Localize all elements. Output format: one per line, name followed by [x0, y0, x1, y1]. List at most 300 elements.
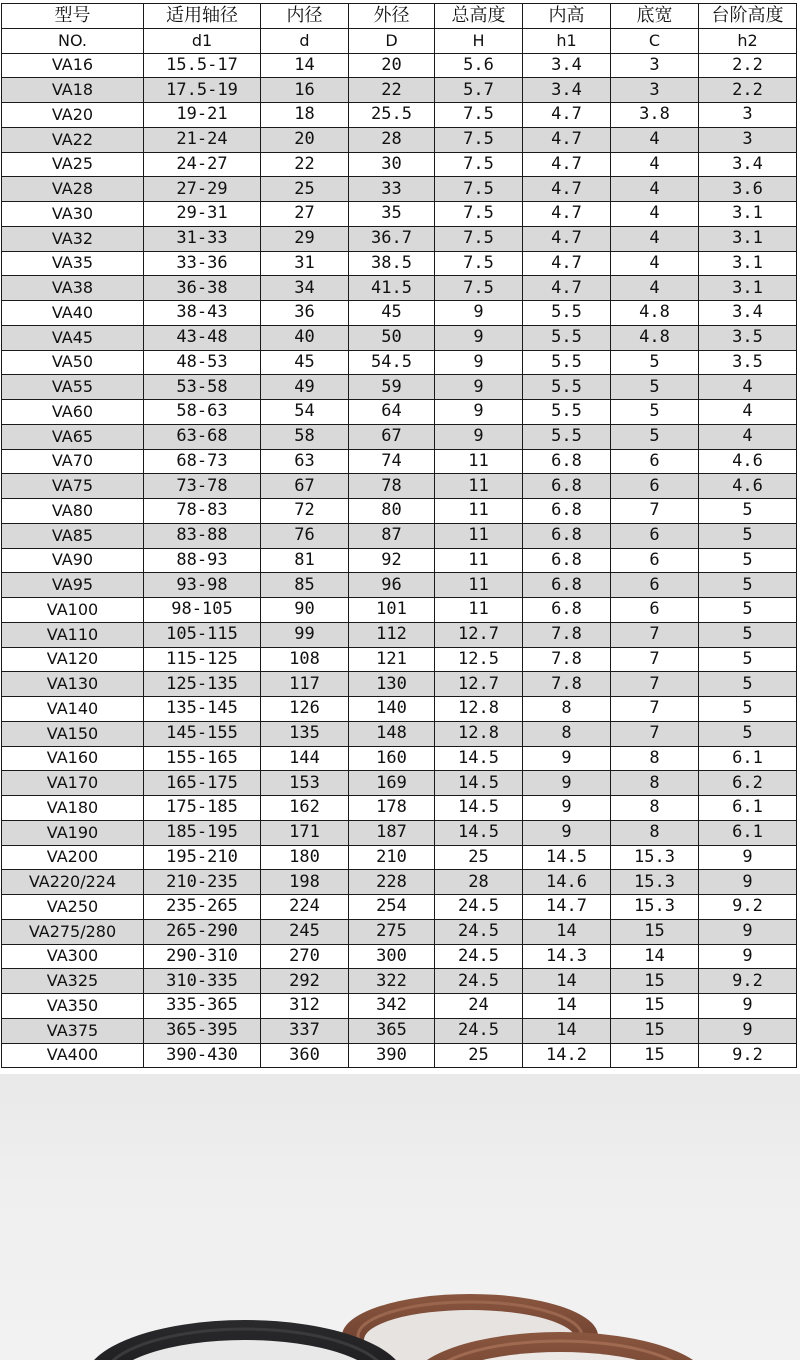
cell-outer-diameter: 25.5 [349, 103, 435, 128]
cell-shaft-diameter: 53-58 [144, 375, 261, 400]
cell-inner-height: 5.5 [523, 400, 611, 425]
cell-model: VA20 [2, 103, 144, 128]
cell-shaft-diameter: 58-63 [144, 400, 261, 425]
table-row [2, 697, 797, 722]
cell-inner-diameter: 81 [261, 548, 349, 573]
cell-shaft-diameter: 27-29 [144, 177, 261, 202]
table-row [2, 796, 797, 821]
cell-step-height: 4.6 [699, 474, 797, 499]
cell-inner-height: 14.7 [523, 895, 611, 920]
cell-model: VA350 [2, 994, 144, 1019]
cell-inner-height: 4.7 [523, 202, 611, 227]
table-row [2, 919, 797, 944]
cell-shaft-diameter: 115-125 [144, 647, 261, 672]
cell-model: VA45 [2, 325, 144, 350]
cell-base-width: 4 [611, 152, 699, 177]
table-row [2, 251, 797, 276]
header-row [2, 4, 797, 29]
table-row [2, 1043, 797, 1068]
cell-step-height: 5 [699, 499, 797, 524]
table-row [2, 994, 797, 1019]
cell-model: VA38 [2, 276, 144, 301]
cell-outer-diameter: 228 [349, 870, 435, 895]
table-row [2, 127, 797, 152]
cell-model: VA250 [2, 895, 144, 920]
cell-shaft-diameter: 265-290 [144, 919, 261, 944]
cell-inner-diameter: 58 [261, 424, 349, 449]
cell-inner-diameter: 312 [261, 994, 349, 1019]
cell-base-width: 3 [611, 78, 699, 103]
cell-base-width: 14 [611, 944, 699, 969]
cell-shaft-diameter: 310-335 [144, 969, 261, 994]
cell-outer-diameter: 50 [349, 325, 435, 350]
cell-total-height: 24.5 [435, 895, 523, 920]
cell-base-width: 4 [611, 276, 699, 301]
cell-model: VA140 [2, 697, 144, 722]
cell-model: VA65 [2, 424, 144, 449]
header-row-step-height: 台阶高度 [699, 4, 797, 29]
cell-model: VA100 [2, 598, 144, 623]
table-row [2, 969, 797, 994]
cell-total-height: 9 [435, 325, 523, 350]
cell-base-width: 15 [611, 994, 699, 1019]
cell-inner-height: 9 [523, 771, 611, 796]
cell-inner-height: 4.7 [523, 251, 611, 276]
cell-step-height: 4.6 [699, 449, 797, 474]
cell-outer-diameter: 78 [349, 474, 435, 499]
cell-base-width: 6 [611, 474, 699, 499]
symbol-row-outer-diameter: D [349, 28, 435, 53]
cell-inner-height: 4.7 [523, 127, 611, 152]
cell-step-height: 6.2 [699, 771, 797, 796]
cell-step-height: 9 [699, 944, 797, 969]
cell-step-height: 4 [699, 424, 797, 449]
cell-inner-diameter: 18 [261, 103, 349, 128]
cell-shaft-diameter: 210-235 [144, 870, 261, 895]
symbol-row-inner-height: h1 [523, 28, 611, 53]
cell-model: VA130 [2, 672, 144, 697]
cell-outer-diameter: 300 [349, 944, 435, 969]
cell-inner-height: 4.7 [523, 226, 611, 251]
cell-base-width: 3.8 [611, 103, 699, 128]
cell-inner-diameter: 153 [261, 771, 349, 796]
header-row-shaft-diameter: 适用轴径 [144, 4, 261, 29]
cell-shaft-diameter: 19-21 [144, 103, 261, 128]
cell-inner-diameter: 180 [261, 845, 349, 870]
cell-step-height: 3 [699, 103, 797, 128]
cell-base-width: 6 [611, 449, 699, 474]
cell-base-width: 8 [611, 796, 699, 821]
cell-inner-height: 9 [523, 820, 611, 845]
cell-shaft-diameter: 195-210 [144, 845, 261, 870]
cell-total-height: 11 [435, 573, 523, 598]
cell-base-width: 6 [611, 523, 699, 548]
cell-base-width: 5 [611, 375, 699, 400]
cell-model: VA220/224 [2, 870, 144, 895]
cell-step-height: 9 [699, 1018, 797, 1043]
cell-base-width: 4 [611, 202, 699, 227]
cell-base-width: 8 [611, 746, 699, 771]
table-row [2, 152, 797, 177]
cell-inner-height: 7.8 [523, 647, 611, 672]
cell-inner-diameter: 22 [261, 152, 349, 177]
cell-outer-diameter: 74 [349, 449, 435, 474]
cell-inner-diameter: 14 [261, 53, 349, 78]
cell-inner-height: 4.7 [523, 152, 611, 177]
cell-inner-height: 14.6 [523, 870, 611, 895]
cell-base-width: 7 [611, 672, 699, 697]
cell-inner-diameter: 31 [261, 251, 349, 276]
cell-base-width: 15 [611, 919, 699, 944]
cell-step-height: 9 [699, 919, 797, 944]
cell-step-height: 5 [699, 523, 797, 548]
cell-shaft-diameter: 365-395 [144, 1018, 261, 1043]
cell-base-width: 4.8 [611, 301, 699, 326]
cell-step-height: 3.6 [699, 177, 797, 202]
product-photo [0, 1074, 800, 1360]
cell-step-height: 3.5 [699, 350, 797, 375]
table-row [2, 449, 797, 474]
cell-shaft-diameter: 165-175 [144, 771, 261, 796]
cell-step-height: 5 [699, 622, 797, 647]
cell-model: VA40 [2, 301, 144, 326]
header-row-outer-diameter: 外径 [349, 4, 435, 29]
cell-step-height: 5 [699, 598, 797, 623]
cell-total-height: 11 [435, 474, 523, 499]
cell-total-height: 7.5 [435, 251, 523, 276]
cell-inner-height: 6.8 [523, 474, 611, 499]
cell-model: VA120 [2, 647, 144, 672]
table-row [2, 103, 797, 128]
cell-shaft-diameter: 155-165 [144, 746, 261, 771]
cell-inner-diameter: 85 [261, 573, 349, 598]
cell-total-height: 7.5 [435, 226, 523, 251]
cell-inner-height: 5.5 [523, 350, 611, 375]
cell-model: VA35 [2, 251, 144, 276]
cell-model: VA28 [2, 177, 144, 202]
cell-total-height: 7.5 [435, 152, 523, 177]
cell-total-height: 9 [435, 424, 523, 449]
cell-base-width: 15 [611, 1018, 699, 1043]
cell-outer-diameter: 45 [349, 301, 435, 326]
cell-shaft-diameter: 93-98 [144, 573, 261, 598]
cell-outer-diameter: 41.5 [349, 276, 435, 301]
table-row [2, 870, 797, 895]
cell-base-width: 6 [611, 548, 699, 573]
table-row [2, 746, 797, 771]
cell-inner-height: 5.5 [523, 301, 611, 326]
cell-inner-diameter: 162 [261, 796, 349, 821]
cell-outer-diameter: 38.5 [349, 251, 435, 276]
cell-step-height: 6.1 [699, 820, 797, 845]
header-row-inner-height: 内高 [523, 4, 611, 29]
cell-model: VA80 [2, 499, 144, 524]
cell-inner-height: 6.8 [523, 598, 611, 623]
cell-inner-diameter: 126 [261, 697, 349, 722]
cell-total-height: 9 [435, 375, 523, 400]
table-row [2, 523, 797, 548]
cell-step-height: 5 [699, 548, 797, 573]
cell-total-height: 5.7 [435, 78, 523, 103]
cell-total-height: 11 [435, 548, 523, 573]
cell-shaft-diameter: 43-48 [144, 325, 261, 350]
table-row [2, 226, 797, 251]
cell-inner-diameter: 20 [261, 127, 349, 152]
table-row [2, 350, 797, 375]
cell-inner-diameter: 144 [261, 746, 349, 771]
cell-total-height: 9 [435, 301, 523, 326]
table-row [2, 78, 797, 103]
table-row [2, 895, 797, 920]
cell-step-height: 3.5 [699, 325, 797, 350]
cell-base-width: 5 [611, 350, 699, 375]
cell-step-height: 9.2 [699, 1043, 797, 1068]
cell-model: VA170 [2, 771, 144, 796]
cell-step-height: 5 [699, 647, 797, 672]
cell-total-height: 7.5 [435, 202, 523, 227]
cell-model: VA32 [2, 226, 144, 251]
cell-inner-diameter: 27 [261, 202, 349, 227]
cell-base-width: 5 [611, 424, 699, 449]
cell-step-height: 3 [699, 127, 797, 152]
cell-base-width: 15.3 [611, 845, 699, 870]
cell-model: VA325 [2, 969, 144, 994]
cell-outer-diameter: 67 [349, 424, 435, 449]
cell-total-height: 7.5 [435, 127, 523, 152]
cell-base-width: 7 [611, 622, 699, 647]
cell-inner-height: 14 [523, 969, 611, 994]
cell-shaft-diameter: 135-145 [144, 697, 261, 722]
cell-inner-diameter: 72 [261, 499, 349, 524]
cell-step-height: 9.2 [699, 895, 797, 920]
cell-step-height: 2.2 [699, 53, 797, 78]
cell-outer-diameter: 178 [349, 796, 435, 821]
cell-inner-height: 7.8 [523, 672, 611, 697]
table-row [2, 177, 797, 202]
cell-shaft-diameter: 38-43 [144, 301, 261, 326]
cell-inner-diameter: 40 [261, 325, 349, 350]
cell-step-height: 3.1 [699, 202, 797, 227]
cell-shaft-diameter: 17.5-19 [144, 78, 261, 103]
cell-total-height: 11 [435, 598, 523, 623]
cell-inner-height: 9 [523, 746, 611, 771]
cell-total-height: 14.5 [435, 820, 523, 845]
v-ring-seals-image [0, 1074, 800, 1360]
cell-inner-diameter: 224 [261, 895, 349, 920]
cell-base-width: 7 [611, 499, 699, 524]
cell-shaft-diameter: 88-93 [144, 548, 261, 573]
cell-outer-diameter: 121 [349, 647, 435, 672]
cell-inner-diameter: 171 [261, 820, 349, 845]
cell-inner-diameter: 63 [261, 449, 349, 474]
cell-inner-diameter: 34 [261, 276, 349, 301]
cell-model: VA25 [2, 152, 144, 177]
cell-step-height: 4 [699, 375, 797, 400]
cell-model: VA110 [2, 622, 144, 647]
cell-outer-diameter: 210 [349, 845, 435, 870]
cell-model: VA95 [2, 573, 144, 598]
cell-step-height: 5 [699, 697, 797, 722]
cell-shaft-diameter: 290-310 [144, 944, 261, 969]
cell-total-height: 14.5 [435, 746, 523, 771]
cell-inner-diameter: 108 [261, 647, 349, 672]
cell-outer-diameter: 160 [349, 746, 435, 771]
cell-shaft-diameter: 235-265 [144, 895, 261, 920]
table-row [2, 325, 797, 350]
table-row [2, 202, 797, 227]
cell-outer-diameter: 22 [349, 78, 435, 103]
cell-inner-height: 4.7 [523, 177, 611, 202]
cell-step-height: 3.1 [699, 276, 797, 301]
cell-total-height: 12.8 [435, 697, 523, 722]
table-row [2, 622, 797, 647]
cell-inner-height: 3.4 [523, 53, 611, 78]
cell-model: VA18 [2, 78, 144, 103]
cell-outer-diameter: 59 [349, 375, 435, 400]
cell-total-height: 14.5 [435, 796, 523, 821]
cell-inner-height: 4.7 [523, 276, 611, 301]
cell-inner-diameter: 198 [261, 870, 349, 895]
cell-base-width: 7 [611, 721, 699, 746]
cell-total-height: 25 [435, 1043, 523, 1068]
symbol-row-base-width: C [611, 28, 699, 53]
table-row [2, 820, 797, 845]
cell-base-width: 15 [611, 969, 699, 994]
cell-base-width: 15 [611, 1043, 699, 1068]
cell-outer-diameter: 365 [349, 1018, 435, 1043]
cell-model: VA190 [2, 820, 144, 845]
cell-model: VA60 [2, 400, 144, 425]
cell-total-height: 11 [435, 523, 523, 548]
cell-model: VA55 [2, 375, 144, 400]
cell-shaft-diameter: 175-185 [144, 796, 261, 821]
cell-model: VA22 [2, 127, 144, 152]
symbol-row-model: NO. [2, 28, 144, 53]
cell-outer-diameter: 112 [349, 622, 435, 647]
cell-shaft-diameter: 145-155 [144, 721, 261, 746]
header-row-model: 型号 [2, 4, 144, 29]
table-row [2, 499, 797, 524]
spec-table [1, 3, 797, 1068]
cell-step-height: 3.1 [699, 251, 797, 276]
table-row [2, 598, 797, 623]
cell-base-width: 4 [611, 226, 699, 251]
cell-inner-diameter: 90 [261, 598, 349, 623]
cell-total-height: 9 [435, 400, 523, 425]
cell-model: VA400 [2, 1043, 144, 1068]
cell-total-height: 7.5 [435, 103, 523, 128]
cell-total-height: 24.5 [435, 944, 523, 969]
symbol-row-step-height: h2 [699, 28, 797, 53]
cell-model: VA200 [2, 845, 144, 870]
symbol-row [2, 28, 797, 53]
cell-total-height: 12.7 [435, 672, 523, 697]
cell-inner-diameter: 337 [261, 1018, 349, 1043]
header-row-total-height: 总高度 [435, 4, 523, 29]
cell-model: VA30 [2, 202, 144, 227]
cell-base-width: 7 [611, 697, 699, 722]
cell-inner-diameter: 135 [261, 721, 349, 746]
cell-inner-diameter: 76 [261, 523, 349, 548]
cell-shaft-diameter: 33-36 [144, 251, 261, 276]
cell-step-height: 9 [699, 845, 797, 870]
cell-model: VA300 [2, 944, 144, 969]
cell-inner-height: 3.4 [523, 78, 611, 103]
cell-step-height: 9 [699, 994, 797, 1019]
cell-outer-diameter: 140 [349, 697, 435, 722]
cell-total-height: 9 [435, 350, 523, 375]
cell-inner-diameter: 45 [261, 350, 349, 375]
cell-outer-diameter: 275 [349, 919, 435, 944]
cell-inner-height: 7.8 [523, 622, 611, 647]
cell-outer-diameter: 20 [349, 53, 435, 78]
cell-base-width: 8 [611, 820, 699, 845]
cell-inner-diameter: 99 [261, 622, 349, 647]
cell-total-height: 5.6 [435, 53, 523, 78]
cell-step-height: 5 [699, 672, 797, 697]
cell-model: VA85 [2, 523, 144, 548]
cell-step-height: 4 [699, 400, 797, 425]
cell-model: VA70 [2, 449, 144, 474]
cell-model: VA75 [2, 474, 144, 499]
table-row [2, 647, 797, 672]
cell-outer-diameter: 130 [349, 672, 435, 697]
cell-shaft-diameter: 21-24 [144, 127, 261, 152]
cell-base-width: 4 [611, 177, 699, 202]
cell-total-height: 14.5 [435, 771, 523, 796]
cell-model: VA180 [2, 796, 144, 821]
table-row [2, 944, 797, 969]
cell-shaft-diameter: 185-195 [144, 820, 261, 845]
cell-model: VA50 [2, 350, 144, 375]
cell-shaft-diameter: 390-430 [144, 1043, 261, 1068]
cell-base-width: 3 [611, 53, 699, 78]
cell-model: VA275/280 [2, 919, 144, 944]
cell-inner-height: 9 [523, 796, 611, 821]
cell-inner-height: 5.5 [523, 375, 611, 400]
table-row [2, 301, 797, 326]
cell-shaft-diameter: 125-135 [144, 672, 261, 697]
table-row [2, 375, 797, 400]
table-row [2, 424, 797, 449]
cell-step-height: 9 [699, 870, 797, 895]
cell-outer-diameter: 64 [349, 400, 435, 425]
cell-shaft-diameter: 31-33 [144, 226, 261, 251]
table-row [2, 771, 797, 796]
cell-inner-height: 8 [523, 697, 611, 722]
cell-shaft-diameter: 73-78 [144, 474, 261, 499]
cell-shaft-diameter: 68-73 [144, 449, 261, 474]
cell-shaft-diameter: 15.5-17 [144, 53, 261, 78]
cell-inner-height: 14 [523, 1018, 611, 1043]
cell-total-height: 25 [435, 845, 523, 870]
cell-base-width: 5 [611, 400, 699, 425]
cell-shaft-diameter: 63-68 [144, 424, 261, 449]
cell-inner-height: 6.8 [523, 548, 611, 573]
cell-inner-height: 14.3 [523, 944, 611, 969]
symbol-row-shaft-diameter: d1 [144, 28, 261, 53]
cell-inner-diameter: 67 [261, 474, 349, 499]
symbol-row-total-height: H [435, 28, 523, 53]
cell-base-width: 6 [611, 598, 699, 623]
cell-inner-diameter: 54 [261, 400, 349, 425]
cell-shaft-diameter: 83-88 [144, 523, 261, 548]
table-row [2, 400, 797, 425]
table-row [2, 845, 797, 870]
cell-outer-diameter: 187 [349, 820, 435, 845]
cell-outer-diameter: 390 [349, 1043, 435, 1068]
cell-base-width: 15.3 [611, 895, 699, 920]
